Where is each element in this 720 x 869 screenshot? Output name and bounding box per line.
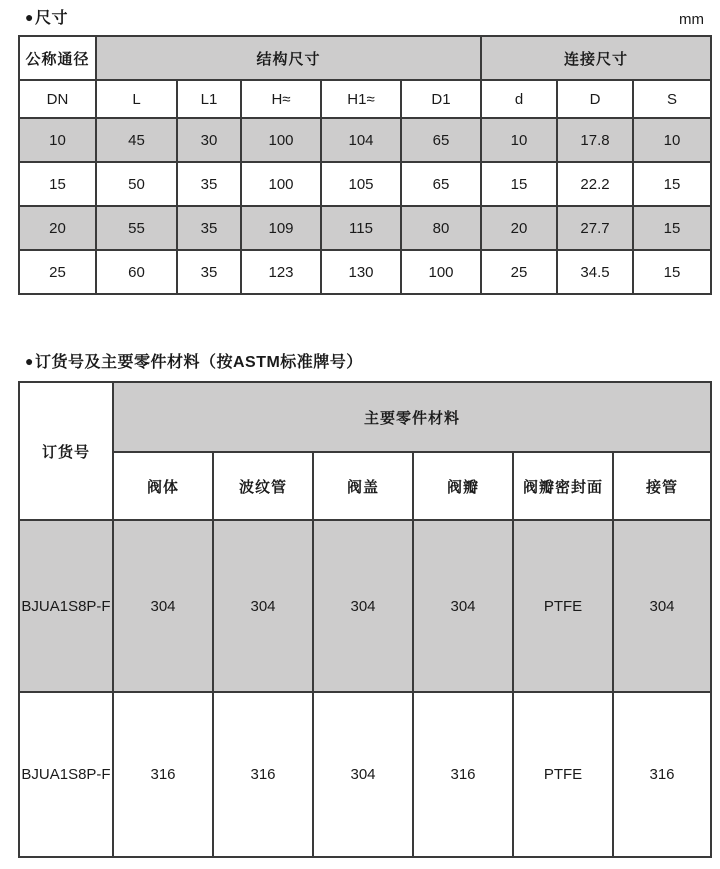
materials-table-part-header-row — [19, 452, 711, 520]
col-header-h1: H1≈ — [321, 80, 401, 118]
table-cell: 316 — [613, 692, 711, 857]
dimensions-title-text: 尺寸 — [34, 10, 68, 27]
table-cell: 115 — [321, 206, 401, 250]
dimensions-section-title — [25, 5, 68, 28]
table-cell: 45 — [96, 118, 177, 162]
table-cell: 30 — [177, 118, 241, 162]
header-structural-dimensions: 结构尺寸 — [96, 36, 481, 80]
table-cell: 304 — [313, 692, 413, 857]
table-cell: 10 — [633, 118, 711, 162]
size-table-row-dn10 — [19, 118, 711, 162]
table-cell: 34.5 — [557, 250, 633, 294]
table-cell: 100 — [401, 250, 481, 294]
table-cell: 35 — [177, 162, 241, 206]
table-cell: PTFE — [513, 692, 613, 857]
table-cell: 25 — [481, 250, 557, 294]
col-header-bonnet: 阀盖 — [313, 452, 413, 520]
table-cell: 20 — [481, 206, 557, 250]
materials-section-title — [25, 349, 363, 372]
col-header-disc: 阀瓣 — [413, 452, 513, 520]
col-header-bellows: 波纹管 — [213, 452, 313, 520]
size-table-row-dn15 — [19, 162, 711, 206]
materials-title-text: 订货号及主要零件材料（按ASTM标准牌号） — [34, 354, 363, 371]
table-cell: 15 — [481, 162, 557, 206]
bullet-icon: ● — [25, 353, 34, 369]
bullet-icon: ● — [25, 9, 34, 25]
col-header-d-small: d — [481, 80, 557, 118]
table-cell: 104 — [321, 118, 401, 162]
materials-table-group-header-row — [19, 382, 711, 452]
dimensions-section-header — [25, 5, 704, 28]
header-nominal-diameter: 公称通径 — [19, 36, 96, 80]
table-cell: 65 — [401, 162, 481, 206]
col-header-valve-body: 阀体 — [113, 452, 213, 520]
table-cell: 17.8 — [557, 118, 633, 162]
col-header-l: L — [96, 80, 177, 118]
col-header-connecting-pipe: 接管 — [613, 452, 711, 520]
table-cell: 10 — [19, 118, 96, 162]
table-cell: 25 — [19, 250, 96, 294]
header-order-number: 订货号 — [19, 382, 113, 520]
table-cell: 15 — [19, 162, 96, 206]
table-cell: 65 — [401, 118, 481, 162]
materials-table-row-304 — [19, 520, 711, 692]
table-cell: 35 — [177, 206, 241, 250]
table-cell: 304 — [613, 520, 711, 692]
size-table-row-dn25 — [19, 250, 711, 294]
table-cell: 130 — [321, 250, 401, 294]
table-cell: 123 — [241, 250, 321, 294]
materials-table-row-316 — [19, 692, 711, 857]
col-header-d-big: D — [557, 80, 633, 118]
table-cell: 100 — [241, 162, 321, 206]
table-cell: 15 — [633, 162, 711, 206]
table-cell: 35 — [177, 250, 241, 294]
table-cell: 20 — [19, 206, 96, 250]
size-table — [18, 35, 712, 295]
col-header-s: S — [633, 80, 711, 118]
size-table-group-header-row — [19, 36, 711, 80]
materials-section-header — [25, 349, 704, 372]
table-cell: 10 — [481, 118, 557, 162]
size-table-column-header-row — [19, 80, 711, 118]
table-cell: 60 — [96, 250, 177, 294]
table-cell: 15 — [633, 250, 711, 294]
table-cell: 304 — [313, 520, 413, 692]
col-header-l1: L1 — [177, 80, 241, 118]
table-cell: 316 — [213, 692, 313, 857]
col-header-h: H≈ — [241, 80, 321, 118]
col-header-disc-sealing-face: 阀瓣密封面 — [513, 452, 613, 520]
order-number-cell: BJUA1S8P-F — [19, 692, 113, 857]
order-number-cell: BJUA1S8P-F — [19, 520, 113, 692]
table-cell: 50 — [96, 162, 177, 206]
table-cell: 22.2 — [557, 162, 633, 206]
spec-sheet-page — [0, 5, 720, 869]
size-table-row-dn20 — [19, 206, 711, 250]
table-cell: 27.7 — [557, 206, 633, 250]
table-cell: 109 — [241, 206, 321, 250]
materials-table — [18, 381, 712, 858]
table-cell: 316 — [413, 692, 513, 857]
table-cell: 304 — [413, 520, 513, 692]
header-main-parts-materials: 主要零件材料 — [113, 382, 711, 452]
table-cell: PTFE — [513, 520, 613, 692]
table-cell: 55 — [96, 206, 177, 250]
col-header-d1: D1 — [401, 80, 481, 118]
table-cell: 80 — [401, 206, 481, 250]
unit-label: mm — [679, 11, 704, 28]
table-cell: 100 — [241, 118, 321, 162]
table-cell: 304 — [113, 520, 213, 692]
table-cell: 304 — [213, 520, 313, 692]
table-cell: 105 — [321, 162, 401, 206]
table-cell: 316 — [113, 692, 213, 857]
table-cell: 15 — [633, 206, 711, 250]
col-header-dn: DN — [19, 80, 96, 118]
header-connection-dimensions: 连接尺寸 — [481, 36, 711, 80]
